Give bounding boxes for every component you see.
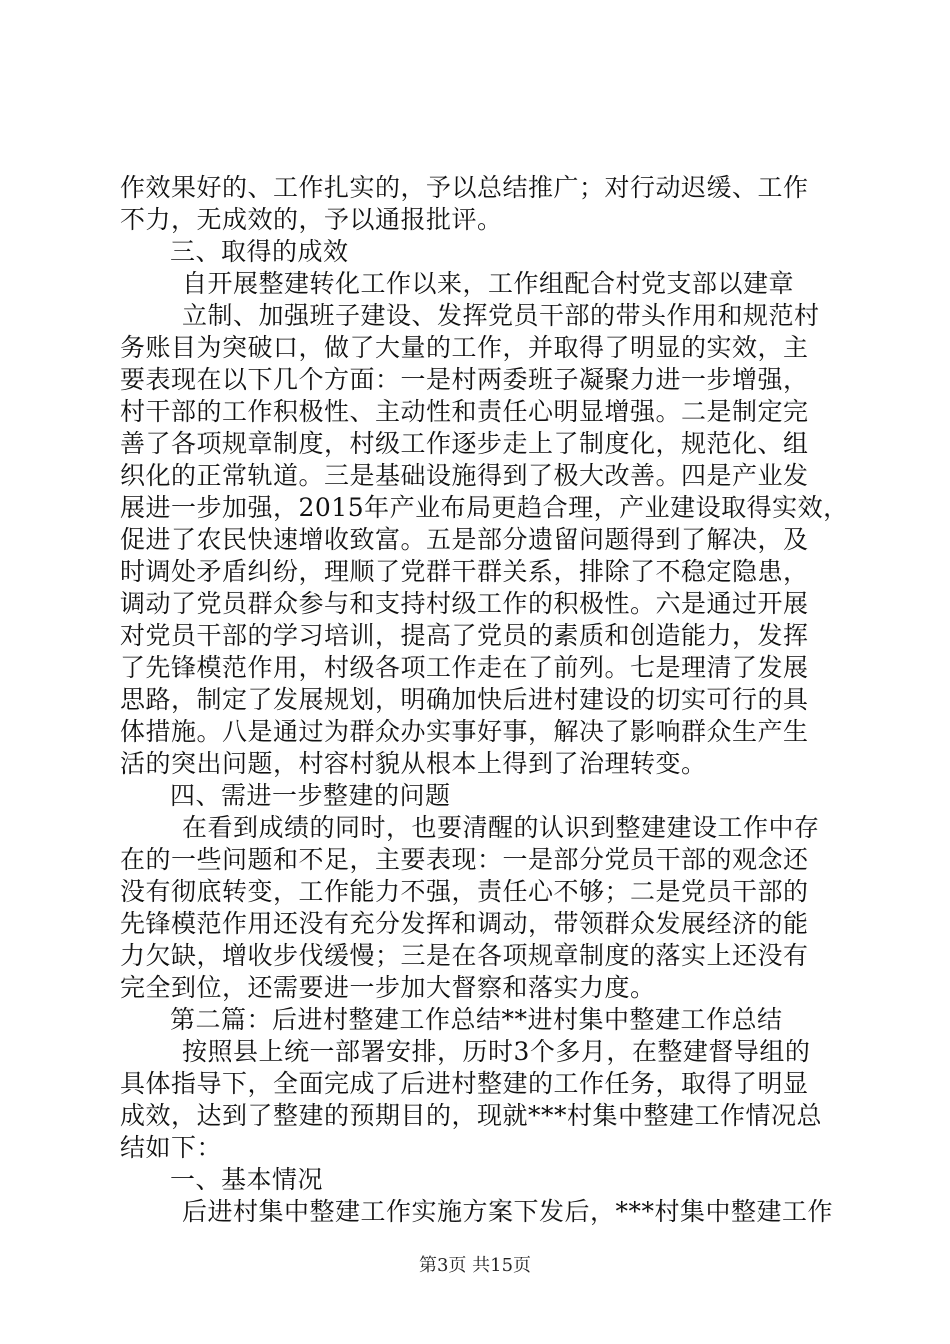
text-line: 思路，制定了发展规划，明确加快后进村建设的切实可行的具 bbox=[120, 685, 809, 714]
page-footer: 第3页 共15页 bbox=[418, 1255, 532, 1276]
text-line: 调动了党员群众参与和支持村级工作的积极性。六是通过开展 bbox=[120, 589, 809, 618]
text-line: 活的突出问题，村容村貌从根本上得到了治理转变。 bbox=[120, 749, 707, 778]
text-line: 体措施。八是通过为群众办实事好事，解决了影响群众生产生 bbox=[120, 717, 809, 746]
text-line: 力欠缺，增收步伐缓慢；三是在各项规章制度的落实上还没有 bbox=[120, 941, 809, 970]
text-line: 村干部的工作积极性、主动性和责任心明显增强。二是制定完 bbox=[120, 397, 809, 426]
section-heading: 四、需进一步整建的问题 bbox=[170, 781, 451, 810]
text-line: 具体指导下，全面完成了后进村整建的工作任务，取得了明显 bbox=[120, 1069, 809, 1098]
text-line: 成效，达到了整建的预期目的，现就***村集中整建工作情况总 bbox=[120, 1101, 823, 1130]
text-line: 务账目为突破口，做了大量的工作，并取得了明显的实效，主 bbox=[120, 333, 809, 362]
chapter-heading: 第二篇：后进村整建工作总结**进村集中整建工作总结 bbox=[170, 1005, 783, 1034]
section-heading: 三、取得的成效 bbox=[170, 237, 349, 266]
text-line: 对党员干部的学习培训，提高了党员的素质和创造能力，发挥 bbox=[120, 621, 809, 650]
text-line: 在看到成绩的同时，也要清醒的认识到整建建设工作中存 bbox=[182, 813, 820, 842]
text-line: 结如下： bbox=[120, 1133, 223, 1162]
text-line: 作效果好的、工作扎实的，予以总结推广；对行动迟缓、工作 bbox=[120, 173, 809, 202]
text-line: 了先锋模范作用，村级各项工作走在了前列。七是理清了发展 bbox=[120, 653, 809, 682]
text-line: 先锋模范作用还没有充分发挥和调动，带领群众发展经济的能 bbox=[120, 909, 809, 938]
text-line: 按照县上统一部署安排，历时3个多月，在整建督导组的 bbox=[182, 1037, 811, 1066]
text-line: 完全到位，还需要进一步加大督察和落实力度。 bbox=[120, 973, 656, 1002]
text-line: 促进了农民快速增收致富。五是部分遗留问题得到了解决，及 bbox=[120, 525, 809, 554]
text-line: 善了各项规章制度，村级工作逐步走上了制度化，规范化、组 bbox=[120, 429, 809, 458]
text-line: 自开展整建转化工作以来，工作组配合村党支部以建章 bbox=[182, 269, 795, 298]
text-line: 展进一步加强，2015年产业布局更趋合理，产业建设取得实效， bbox=[120, 493, 849, 522]
text-line: 没有彻底转变，工作能力不强，责任心不够；二是党员干部的 bbox=[120, 877, 809, 906]
text-line: 立制、加强班子建设、发挥党员干部的带头作用和规范村 bbox=[182, 301, 820, 330]
text-line: 后进村集中整建工作实施方案下发后，***村集中整建工作 bbox=[182, 1197, 834, 1226]
text-line: 要表现在以下几个方面：一是村两委班子凝聚力进一步增强， bbox=[120, 365, 809, 394]
text-line: 在的一些问题和不足，主要表现：一是部分党员干部的观念还 bbox=[120, 845, 809, 874]
text-line: 织化的正常轨道。三是基础设施得到了极大改善。四是产业发 bbox=[120, 461, 809, 490]
text-line: 时调处矛盾纠纷，理顺了党群干群关系，排除了不稳定隐患， bbox=[120, 557, 809, 586]
text-line: 不力，无成效的，予以通报批评。 bbox=[120, 205, 503, 234]
section-heading: 一、基本情况 bbox=[170, 1165, 324, 1194]
